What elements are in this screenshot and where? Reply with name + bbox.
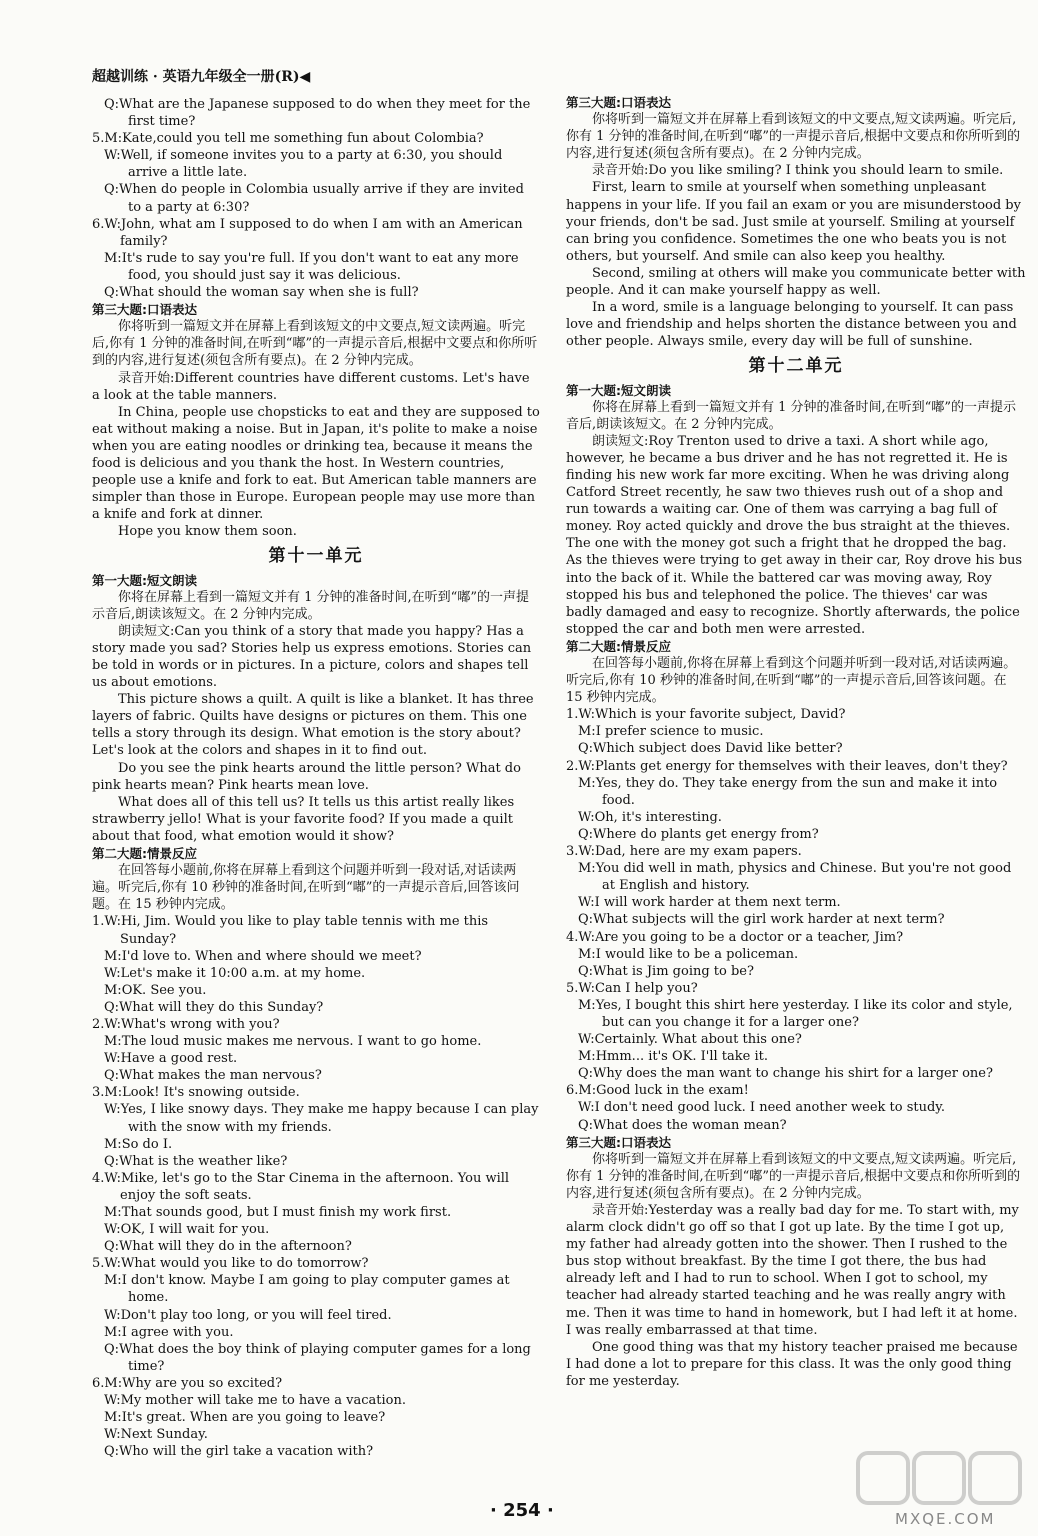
text-line: Q:What are the Japanese supposed to do when they meet for the first time?	[104, 97, 531, 130]
text-line: W:I don't need good luck. I need another week to study.	[578, 1100, 946, 1116]
section-heading: 第一大题:短文朗读	[566, 382, 671, 398]
text-line: 录音开始:Different countries have different customs. Let's have a look at the table manners.	[92, 370, 530, 403]
text-line: M:Hmm... it's OK. I'll take it.	[578, 1049, 768, 1065]
section-heading: 第三大题:口语表达	[92, 302, 197, 318]
text-line: What does all of this tell us? It tells us this artist really likes strawberry jello! What is your favorite food? If you made a quilt about that food, what emotion would it show?	[92, 794, 515, 844]
text-line: Q:When do people in Colombia usually arrive if they are invited to a party at 6:30?	[104, 182, 524, 215]
text-line: In a word, smile is a language belonging to yourself. It can pass love and friendship and helps shorten the distance between you and other people. Always smile, every day will be full of sunshine.	[566, 300, 1017, 350]
text-line: M:It's rude to say you're full. If you don't want to eat any more food, you should just say it was delicious.	[104, 250, 519, 283]
text-line: M:The loud music makes me nervous. I want to go home.	[104, 1034, 482, 1050]
text-line: Q:What will they do this Sunday?	[104, 999, 324, 1015]
unit-title: 第十一单元	[268, 546, 364, 567]
text-line: W:Next Sunday.	[104, 1427, 208, 1443]
text-line: 3.M:Look! It's snowing outside.	[92, 1085, 300, 1101]
left-column	[92, 96, 540, 1460]
text-line: W:Oh, it's interesting.	[578, 809, 722, 825]
text-line: 5.M:Kate,could you tell me something fun about Colombia?	[92, 131, 484, 147]
text-line: W:Certainly. What about this one?	[578, 1032, 802, 1048]
section-heading: 第三大题:口语表达	[566, 95, 671, 110]
text-line: W:Let's make it 10:00 a.m. at my home.	[104, 965, 366, 981]
text-line: 你将听到一篇短文并在屏幕上看到该短文的中文要点,短文读两遍。听完后,你有 1 分钟的准备时间,在听到“嘟”的一声提示音后,根据中文要点和你所听到的内容,进行复述(须包含所有要点)。在 2 分钟内完成。	[566, 112, 1021, 162]
text-line: 5.W:Can I help you?	[566, 980, 698, 996]
text-line: Q:What should the woman say when she is full?	[104, 285, 419, 301]
text-line: W:OK, I will wait for you.	[104, 1222, 270, 1238]
text-line: Q:What will they do in the afternoon?	[104, 1239, 352, 1255]
text-line: 在回答每小题前,你将在屏幕上看到这个问题并听到一段对话,对话读两遍。听完后,你有 10 秒钟的准备时间,在听到“嘟”的一声提示音后,回答该问题。在 15 秒钟内完成。	[92, 863, 520, 913]
text-line: W:My mother will take me to have a vacation.	[104, 1393, 406, 1409]
text-line: One good thing was that my history teacher praised me because I had done a lot to prepare for this class. It was the only good thing for me yesterday.	[566, 1339, 1018, 1389]
text-line: 2.W:Plants get energy for themselves with their leaves, don't they?	[566, 758, 1008, 774]
text-line: 4.W:Are you going to be a doctor or a teacher, Jim?	[566, 929, 904, 945]
text-line: 1.W:Which is your favorite subject, David?	[566, 707, 846, 723]
text-line: Second, smiling at others will make you communicate better with people. And it can make yourself happy as well.	[566, 265, 1026, 299]
text-line: First, learn to smile at yourself when something unpleasant happens in your life. If you fail an exam or you are misunderstood by your friends, don't be sad. Just smile at yourself. Smiling at yourself can bring you confidence. Sometimes the one who beats you is not others, but yourself. And smile can also keep you healthy.	[566, 180, 1021, 264]
text-line: 6.W:John, what am I supposed to do when I am with an American family?	[92, 216, 523, 249]
text-line: 6.M:Why are you so excited?	[92, 1375, 283, 1391]
text-line: M:Yes, I bought this shirt here yesterday. I like its color and style, but can you change it for a larger one?	[578, 997, 1013, 1030]
text-line: 5.W:What would you like to do tomorrow?	[92, 1256, 369, 1272]
text-line: M:That sounds good, but I must finish my work first.	[104, 1205, 452, 1220]
text-line: Q:What subjects will the girl work harder at next term?	[578, 912, 945, 928]
text-line: 1.W:Hi, Jim. Would you like to play table tennis with me this Sunday?	[92, 914, 489, 947]
text-line: M:I'd love to. When and where should we meet?	[104, 948, 422, 964]
section-heading: 第二大题:情景反应	[92, 846, 197, 862]
text-line: In China, people use chopsticks to eat and they are supposed to eat without making a noise. But in Japan, it's polite to make a noise when you are eating noodles or drinking tea, because it means the food is delicious and you thank the host. In Western countries, people use a knife and fork to eat. But American table manners are simpler than those in Europe. European people may use more than a knife and fork at dinner.	[92, 404, 540, 523]
text-line: Q:Where do plants get energy from?	[578, 826, 819, 842]
text-line: 在回答每小题前,你将在屏幕上看到这个问题并听到一段对话,对话读两遍。听完后,你有 10 秒钟的准备时间,在听到“嘟”的一声提示音后,回答该问题。在 15 秒钟内完成。	[566, 656, 1017, 706]
text-line: 4.W:Mike, let's go to the Star Cinema in the afternoon. You will enjoy the soft seats.	[92, 1170, 510, 1203]
text-line: Q:What makes the man nervous?	[104, 1068, 322, 1084]
text-line: 你将在屏幕上看到一篇短文并有 1 分钟的准备时间,在听到“嘟”的一声提示音后,朗读该短文。在 2 分钟内完成。	[92, 589, 529, 622]
unit-title: 第十二单元	[748, 356, 844, 377]
text-line: M:You did well in math, physics and Chinese. But you're not good at English and history.	[578, 861, 1012, 894]
text-line: 你将在屏幕上看到一篇短文并有 1 分钟的准备时间,在听到“嘟”的一声提示音后,朗读该短文。在 2 分钟内完成。	[566, 399, 1016, 432]
text-line: W:Well, if someone invites you to a party at 6:30, you should arrive a little late.	[104, 148, 503, 181]
text-line: M:I prefer science to music.	[578, 724, 764, 740]
text-line: W:Have a good rest.	[104, 1051, 238, 1067]
text-line: W:Don't play too long, or you will feel tired.	[104, 1307, 392, 1323]
text-line: M:Yes, they do. They take energy from the sun and make it into food.	[578, 775, 998, 808]
text-line: M:So do I.	[104, 1136, 173, 1152]
text-line: 你将听到一篇短文并在屏幕上看到该短文的中文要点,短文读两遍。听完后,你有 1 分钟的准备时间,在听到“嘟”的一声提示音后,根据中文要点和你所听到的内容,进行复述(须包含所有要点)。在 2 分钟内完成。	[566, 1151, 1021, 1201]
text-line: M:I agree with you.	[104, 1324, 234, 1340]
running-header: 超越训练 · 英语九年级全一册(R)◀	[92, 69, 311, 85]
section-heading: 第二大题:情景反应	[566, 638, 671, 654]
text-line: 朗读短文:Can you think of a story that made you happy? Has a story made you sad? Stories help us express emotions. Stories can be told in words or in pictures. In a picture, colors and shapes tell us about emotions.	[92, 623, 532, 691]
text-line: 你将听到一篇短文并在屏幕上看到该短文的中文要点,短文读两遍。听完后,你有 1 分钟的准备时间,在听到“嘟”的一声提示音后,根据中文要点和你所听到的内容,进行复述(须包含所有要点)。在 2 分钟内完成。	[92, 319, 538, 369]
section-heading: 第三大题:口语表达	[566, 1134, 671, 1150]
text-line: Hope you know them soon.	[118, 524, 297, 540]
text-line: M:I don't know. Maybe I am going to play computer games at home.	[104, 1273, 510, 1306]
section-heading: 第一大题:短文朗读	[92, 572, 197, 588]
text-line: Q:Which subject does David like better?	[578, 741, 843, 757]
page-number: · 254 ·	[490, 1500, 554, 1521]
text-line: Q:What does the woman mean?	[578, 1117, 787, 1133]
text-line: 朗读短文:Roy Trenton used to drive a taxi. A short while ago, however, he became a bus driver and he has not regretted it. He is finding his new work far more exciting. When he was driving along Catford Street recently, he saw two thieves rush out of a shop and run towards a waiting car. One of them was carrying a bag full of money. Roy acted quickly and drove the bus straight at the thieves. The one with the money got such a fright that he dropped the bag. As the thieves were trying to get away in their car, Roy drove his bus into the back of it. While the battered car was moving away, Roy stopped his bus and telephoned the police. The thieves' car was badly damaged and easy to recognize. Shortly afterwards, the police stopped the car and both men were arrested.	[566, 433, 1023, 637]
text-line: M:It's great. When are you going to leave?	[104, 1410, 386, 1426]
right-column	[566, 94, 1026, 1390]
text-line: Q:What does the boy think of playing computer games for a long time?	[104, 1341, 531, 1374]
text-line: Do you see the pink hearts around the little person? What do pink hearts mean? Pink hearts mean love.	[92, 760, 521, 793]
text-line: W:I will work harder at them next term.	[578, 895, 841, 911]
text-line: W:Yes, I like snowy days. They make me happy because I can play with the snow with my friends.	[104, 1102, 539, 1135]
text-line: 录音开始:Yesterday was a really bad day for me. To start with, my alarm clock didn't go off so that I got up late. By the time I got up, my father had already gotten into the shower. Then I rushed to the bus stop without breakfast. By the time I got there, the bus had already left and I had to run to school. When I got to school, my teacher had already started teaching and he was really angry with me. Then it was time to hand in homework, but I had left it at home. I was really embarrassed at that time.	[566, 1203, 1019, 1338]
text-line: Q:What is Jim going to be?	[578, 963, 754, 979]
text-line: 2.W:What's wrong with you?	[92, 1016, 280, 1032]
text-line: 6.M:Good luck in the exam!	[566, 1083, 749, 1099]
text-line: Q:What is the weather like?	[104, 1153, 288, 1169]
text-line: This picture shows a quilt. A quilt is like a blanket. It has three layers of fabric. Quilts have designs or pictures on them. This one tells a story through its design. What emotion is the story about? Let's look at the colors and shapes in it to find out.	[92, 692, 534, 759]
watermark-text: MXQE.COM	[895, 1510, 996, 1528]
text-line: Q:Why does the man want to change his shirt for a larger one?	[578, 1066, 993, 1082]
text-line: 录音开始:Do you like smiling? I think you should learn to smile.	[592, 163, 1004, 179]
text-line: Q:Who will the girl take a vacation with?	[104, 1444, 374, 1460]
text-line: M:OK. See you.	[104, 982, 207, 998]
text-line: M:I would like to be a policeman.	[578, 946, 799, 962]
text-line: 3.W:Dad, here are my exam papers.	[566, 844, 802, 860]
